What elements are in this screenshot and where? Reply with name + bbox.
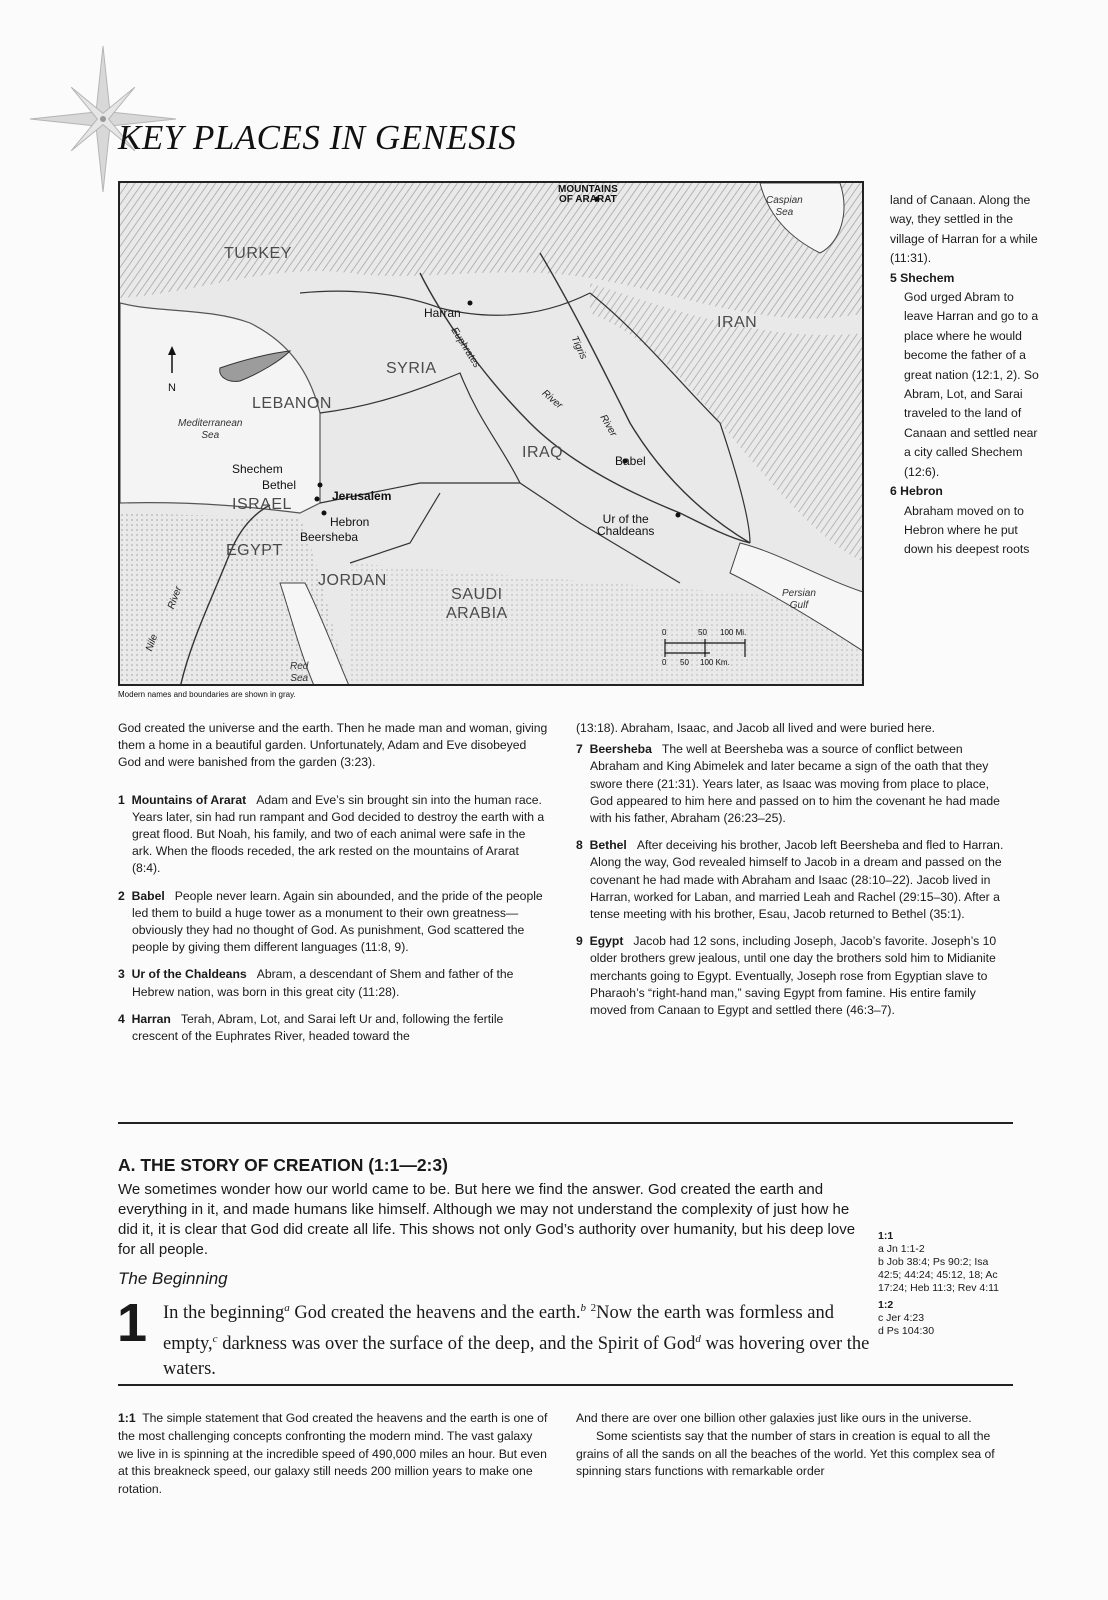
entry-text: Abraham moved on to Hebron where he put down his deepest roots (904, 503, 1030, 557)
label-israel: ISRAEL (232, 496, 292, 513)
entry-number: 7 (576, 742, 583, 757)
label-egypt: EGYPT (226, 542, 283, 559)
label-caspian-sea: Caspian Sea (766, 195, 803, 218)
entry-bethel (576, 837, 1008, 923)
footnote-marker[interactable]: a (284, 1302, 290, 1314)
footnote-marker[interactable]: b (580, 1302, 586, 1314)
note-ref: 1:1 (118, 1411, 136, 1425)
note-text: And there are over one billion other galaxies just like ours in the universe. (576, 1411, 972, 1425)
label-turkey: TURKEY (224, 245, 292, 262)
label-red-sea: Red Sea (290, 661, 309, 684)
entry-text: God urged Abram to leave Harran and go to a place where he would become the father of a great nation (12:1, 2). So Abram, Lot, and Sarai traveled to the land of Canaan and settled near a city called Shechem (12:6). (904, 290, 1039, 479)
entry-name: Hebron (900, 484, 943, 499)
label-persian-gulf: Persian Gulf (782, 588, 816, 611)
label-mediterranean-sea: Mediterranean Sea (178, 418, 243, 441)
subheading: The Beginning (118, 1269, 228, 1288)
verse-text: God created the heavens and the earth. (289, 1303, 581, 1324)
label-jerusalem: Jerusalem (332, 489, 392, 503)
label-lebanon: LEBANON (252, 395, 332, 412)
intro-paragraph: God created the universe and the earth. Then he made man and woman, giving them a home in a beautiful garden. Unfortunately, Adam and Eve disobeyed God and were banished from the garden (3:23). (118, 721, 548, 770)
entry-name: Beersheba (589, 742, 652, 757)
entry-name: Egypt (589, 934, 624, 949)
label-nile-river: River (166, 584, 185, 611)
entry-text: Adam and Eve’s sin brought sin into the human race. Years later, sin had run rampant and God decided to destroy the earth with a great flood. But Noah, his family, and two of each animal were safe in the ark. When the floods receded, the ark rested on the mountains of Ararat (8:4). (132, 792, 545, 876)
entry-name: Mountains of Ararat (131, 792, 247, 807)
entry-number: 3 (118, 967, 125, 982)
entry-number: 9 (576, 934, 583, 949)
verse-text: was hovering over the waters. (163, 1333, 870, 1380)
label-mountains-of-ararat: MOUNTAINS OF ARARAT (558, 184, 618, 205)
footnote-marker[interactable]: d (695, 1332, 701, 1345)
entry-name: Harran (131, 1011, 171, 1026)
scripture-text (163, 1296, 873, 1383)
note-text: Some scientists say that the number of stars in creation is equal to all the grains of all the sands on all the beaches of the world. Yet this complex sea of spinning stars functions with remarkable order (576, 1428, 995, 1479)
label-euphrates-river: River (539, 387, 565, 412)
entry-number: 5 (890, 270, 897, 285)
scale-100-mi: 100 Mi. (720, 628, 747, 637)
xref-d[interactable]: d Ps 104:30 (878, 1325, 935, 1337)
scale-100-km: 100 Km. (700, 658, 730, 667)
xref-b[interactable]: b Job 38:4; Ps 90:2; Isa 42:5; 44:24; 45:12, 18; Ac 17:24; Heb 11:3; Rev 4:11 (878, 1256, 1000, 1294)
right-continuation: (13:18). Abraham, Isaac, and Jacob all lived and were buried here. (576, 721, 936, 735)
label-beersheba: Beersheba (300, 530, 359, 544)
study-note-right (576, 1410, 1008, 1481)
label-iraq: IRAQ (522, 444, 564, 461)
study-note-left (118, 1410, 548, 1499)
note-text: The simple statement that God created the heavens and the earth is one of the most challenging concepts confronting the modern mind. The vast galaxy we live in is spinning at the incredible speed of 490,000 miles an hour. But even at this breakneck speed, our galaxy still needs 200 million years to make one rotation. (118, 1411, 548, 1497)
label-syria: SYRIA (386, 360, 437, 377)
entry-number: 8 (576, 838, 583, 853)
xref-a[interactable]: a Jn 1:1-2 (878, 1243, 925, 1255)
label-bethel: Bethel (262, 478, 297, 492)
entry-babel (118, 888, 548, 957)
entry-mountains-of-ararat (118, 792, 548, 878)
entry-beersheba (576, 741, 1008, 827)
side-column (890, 191, 1040, 560)
footnote-marker[interactable]: c (212, 1332, 218, 1345)
entry-name: Ur of the Chaldeans (131, 967, 247, 982)
entry-text: Abram, a descendant of Shem and father of the Hebrew nation, was born in this great city (11:28). (132, 967, 514, 999)
entry-text: After deceiving his brother, Jacob left Beersheba and fled to Harran. Along the way, God revealed himself to Jacob in a dream and passed on the covenant he had made with Abraham and Isaac (28:10–22). Jacob lived in Harran, worked for Laban, and married Leah and Rachel (29:15–30). After a tense meeting with his brother, Esau, Jacob returned to Bethel (35:1). (590, 838, 1004, 922)
label-hebron: Hebron (330, 515, 370, 529)
label-nile: Nile (144, 632, 161, 653)
verse-text: darkness was over the surface of the deep, and the Spirit of God (217, 1333, 696, 1354)
entry-shechem (890, 269, 1040, 482)
label-iran: IRAN (717, 314, 758, 331)
scale-50-km: 50 (680, 658, 689, 667)
entry-number: 2 (118, 888, 125, 903)
verse-text: In the beginning (163, 1303, 285, 1324)
scale-0-mi: 0 (662, 628, 667, 637)
label-tigris: Tigris (568, 334, 589, 362)
label-tigris-river: River (597, 412, 619, 439)
chapter-number: 1 (117, 1293, 148, 1353)
verse-number: 2 (590, 1302, 597, 1314)
label-ur: Ur of the Chaldeans (597, 512, 655, 538)
entry-name: Shechem (900, 270, 955, 285)
section-title: A. THE STORY OF CREATION (1:1—2:3) (118, 1155, 448, 1175)
side-continuation: land of Canaan. Along the way, they settled in the village of Harran for a while (11:31). (890, 193, 1038, 266)
label-harran: Harran (424, 306, 461, 320)
map-caption: Modern names and boundaries are shown in gray. (118, 690, 296, 699)
label-saudi-arabia: SAUDI ARABIA (446, 586, 508, 623)
cross-references (878, 1228, 1008, 1338)
entry-number: 1 (118, 792, 125, 807)
scale-50-mi: 50 (698, 628, 707, 637)
entry-number: 4 (118, 1011, 125, 1026)
left-column (118, 720, 548, 1055)
label-jordan: JORDAN (318, 572, 387, 589)
entry-text: Jacob had 12 sons, including Joseph, Jacob’s favorite. Joseph’s 10 older brothers grew jealous, until one day the brothers sold him to Midianite merchants going to Egypt. Eventually, Joseph rose from Egyptian slave to Pharaoh’s “right-hand man,” saving Egypt from famine. His entire family moved from Canaan to Egypt and settled there (46:3–7). (590, 934, 997, 1018)
entry-number: 6 (890, 484, 897, 499)
xref-c[interactable]: c Jer 4:23 (878, 1312, 925, 1324)
label-babel: Babel (615, 454, 646, 468)
entry-egypt (576, 933, 1008, 1019)
entry-hebron (890, 482, 1040, 560)
entry-text: People never learn. Again sin abounded, and the pride of the people led them to build a huge tower as a monument to their own greatness—obviously they had no thought of God. As punishment, God scattered the people by giving them different languages (11:8, 9). (132, 888, 543, 955)
section-divider (118, 1122, 1013, 1124)
entry-text: The well at Beersheba was a source of conflict between Abraham and King Abimelek and later became a sign of the oath that they swore there (21:31). Years later, as Isaac was moving from place to place, God appeared to him here and passed on to him the covenant he had made with his father, Abraham (26:23–25). (590, 742, 1000, 826)
entry-ur (118, 966, 548, 1000)
map (118, 181, 864, 686)
section-intro: We sometimes wonder how our world came to be. But here we find the answer. God created the earth and everything in it, and made humans like himself. Although we may not understand the complexity of just how he did it, it is clear that God did create all life. This shows not only God’s authority over humanity, but his deep love for all people. (118, 1181, 856, 1258)
entry-name: Bethel (589, 838, 627, 853)
page-title: KEY PLACES IN GENESIS (118, 118, 517, 157)
notes-divider (118, 1384, 1013, 1386)
xref-verse: 1:2 (878, 1299, 894, 1311)
entry-name: Babel (131, 888, 165, 903)
verse-text: Now the earth was formless and empty, (163, 1303, 834, 1354)
label-euphrates: Euphrates (448, 325, 482, 370)
north-label: N (168, 382, 176, 394)
entry-text: Terah, Abram, Lot, and Sarai left Ur and, following the fertile crescent of the Euphrates River, headed toward the (132, 1011, 504, 1044)
scale-0-km: 0 (662, 658, 667, 667)
entry-harran (118, 1011, 548, 1045)
label-shechem: Shechem (232, 462, 283, 476)
xref-verse: 1:1 (878, 1230, 894, 1242)
right-column (576, 720, 1008, 1029)
